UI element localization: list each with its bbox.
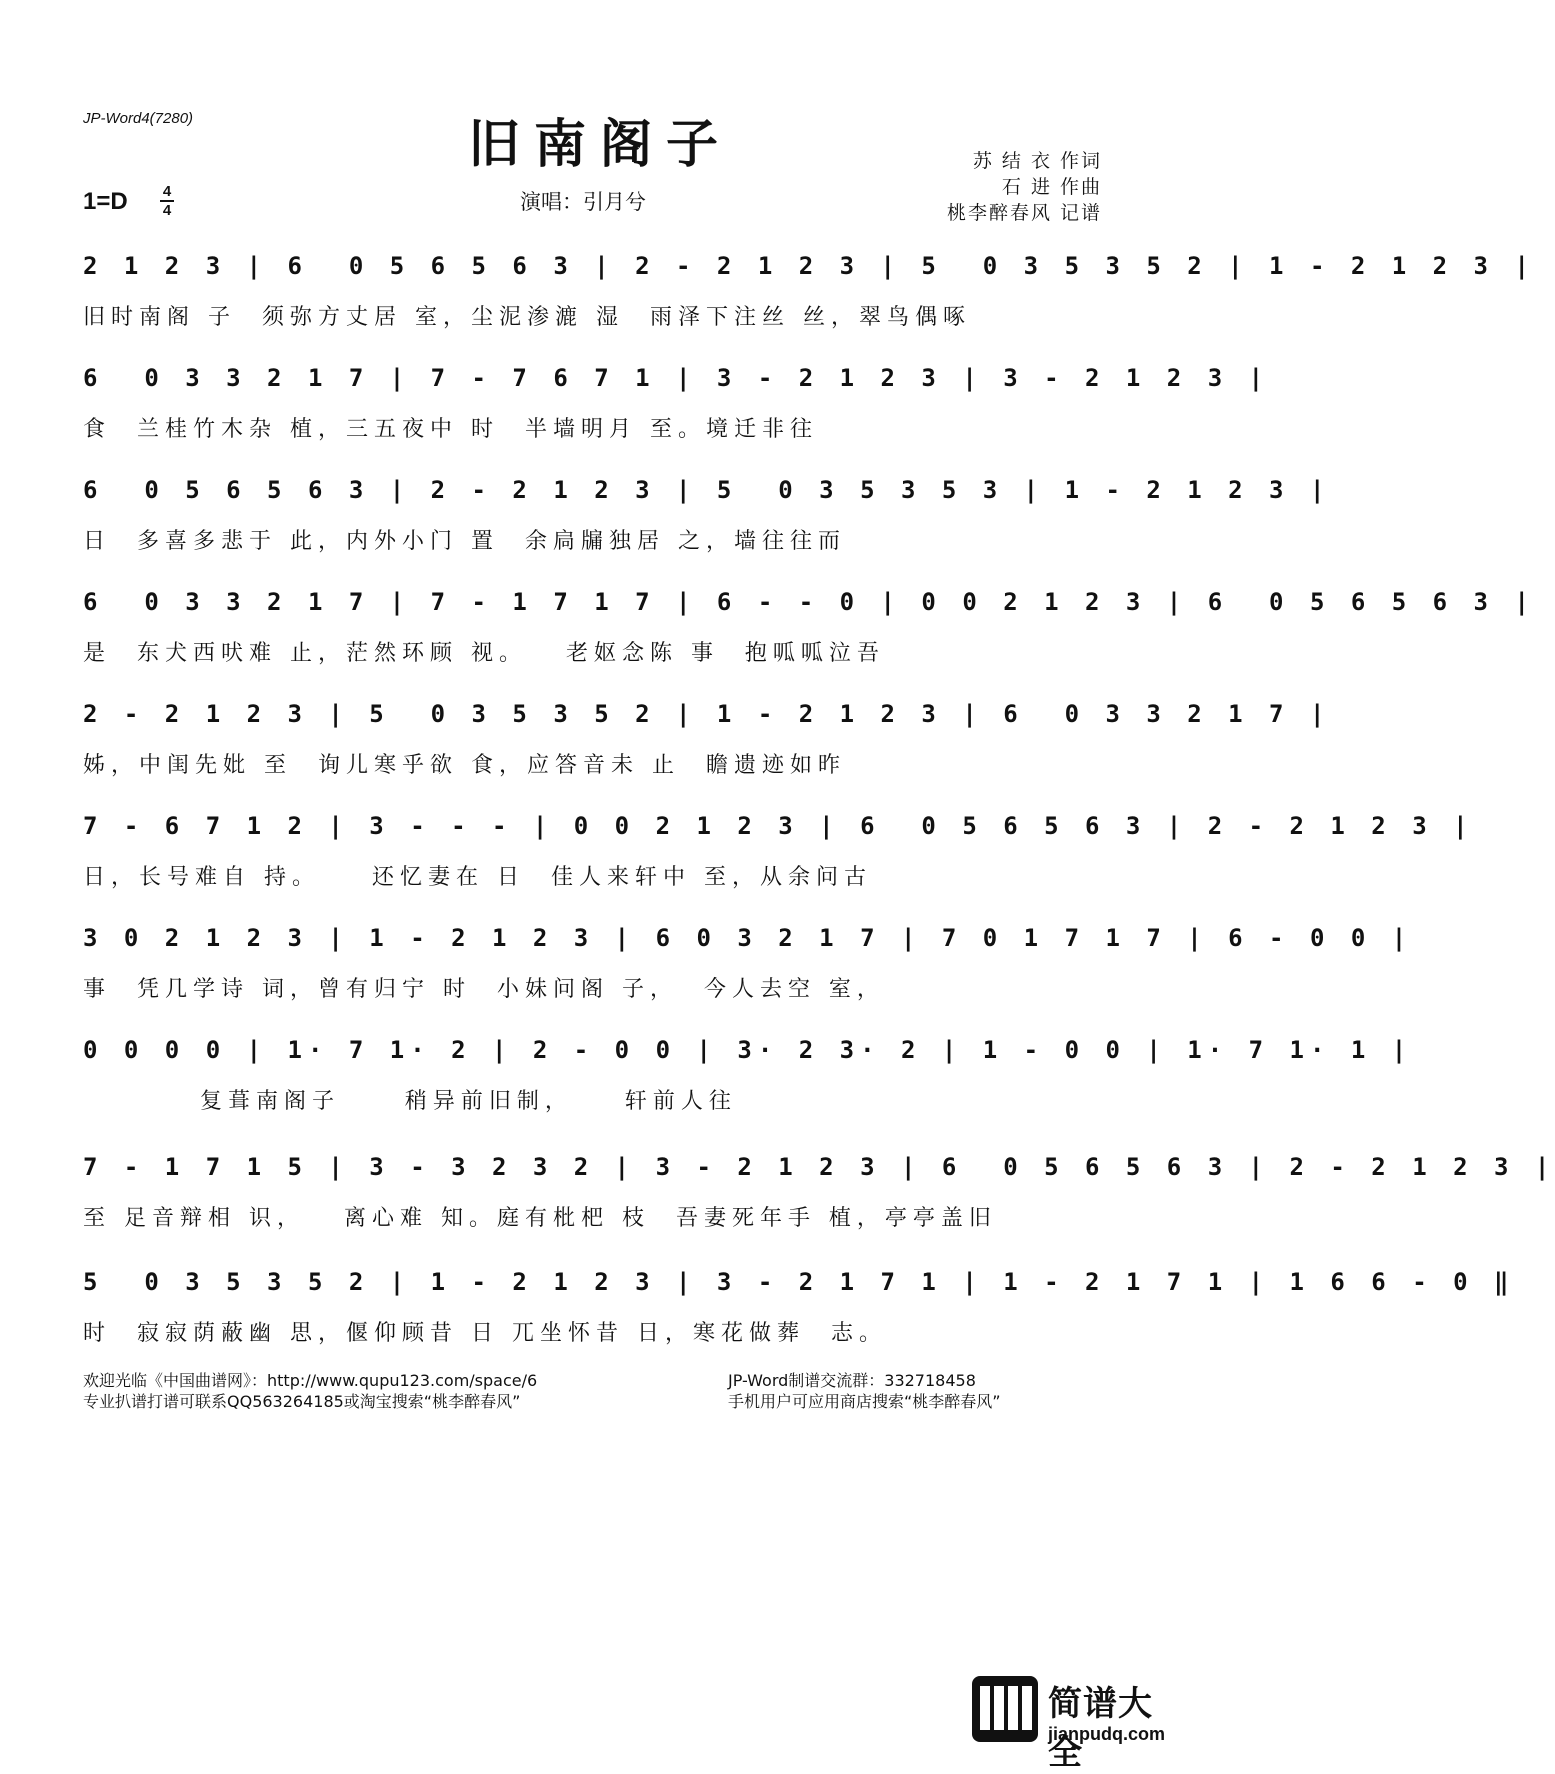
lyrics-line: 日，长号难自 持。 还忆妻在 日 佳人来轩中 至，从余问古 — [83, 865, 872, 890]
composer-credit: 石 进 作曲 — [1001, 176, 1102, 198]
lyrics-line: 食 兰桂竹木杂 植，三五夜中 时 半墙明月 至。境迁非往 — [83, 417, 818, 442]
song-title: 旧南阁子 — [467, 114, 732, 175]
footer-left — [83, 1370, 537, 1412]
notation-line: 2 - 2 1 2 3 | 5 0 3 5 3 5 2 | 1 - 2 1 2 3 | 6 0 3 3 2 1 7 | — [83, 700, 1331, 728]
logo-url: jianpudq.com — [1048, 1724, 1165, 1744]
transcriber-credit: 桃李醉春风 记谱 — [946, 202, 1102, 224]
footer-right — [728, 1370, 1001, 1412]
credits — [947, 148, 1102, 226]
notation-line: 2 1 2 3 | 6 0 5 6 5 6 3 | 2 - 2 1 2 3 | 5 0 3 5 3 5 2 | 1 - 2 1 2 3 | — [83, 252, 1535, 280]
time-signature-bottom: 4 — [162, 202, 172, 219]
footer-website[interactable]: 欢迎光临《中国曲谱网》：http://www.qupu123.com/space/6 — [83, 1371, 538, 1390]
time-signature-top: 4 — [162, 183, 172, 200]
lyrics-line: 旧时南阁 子 须弥方丈居 室，尘泥渗漉 湿 雨泽下注丝 丝，翠鸟偶啄 — [83, 305, 971, 330]
singer-credit: 演唱：引月兮 — [520, 190, 646, 214]
notation-line: 7 - 1 7 1 5 | 3 - 3 2 3 2 | 3 - 2 1 2 3 | 6 0 5 6 5 6 3 | 2 - 2 1 2 3 | — [83, 1153, 1555, 1181]
lyrics-line: 事 凭几学诗 词，曾有归宁 时 小妹问阁 子， 今人去空 室， — [83, 977, 885, 1002]
time-signature — [160, 183, 174, 219]
notation-line: 6 0 3 3 2 1 7 | 7 - 7 6 7 1 | 3 - 2 1 2 3 | 3 - 2 1 2 3 | — [83, 364, 1270, 392]
lyrics-line: 日 多喜多悲于 此，内外小门 置 余扃牖独居 之，墙往往而 — [83, 529, 846, 554]
lyrics-line: 姊，中闺先妣 至 询儿寒乎欲 食，应答音未 止 瞻遗迹如昨 — [83, 753, 846, 778]
lyrics-line: 至 足音辩相 识， 离心难 知。庭有枇杷 枝 吾妻死年手 植，亭亭盖旧 — [83, 1206, 997, 1231]
notation-line: 3 0 2 1 2 3 | 1 - 2 1 2 3 | 6 0 3 2 1 7 | 7 0 1 7 1 7 | 6 - 0 0 | — [83, 924, 1413, 952]
lyricist-credit: 苏 结 衣 作词 — [972, 150, 1102, 172]
lyrics-line: 时 寂寂荫蔽幽 思，偃仰顾昔 日 兀坐怀昔 日，寒花做葬 志。 — [83, 1321, 887, 1346]
lyrics-line: 复葺南阁子 稍异前旧制， 轩前人往 — [83, 1089, 737, 1114]
lyrics-line: 是 东犬西吠难 止，茫然环顾 视。 老妪念陈 事 抱呱呱泣吾 — [83, 641, 885, 666]
footer-group: JP-Word制谱交流群：332718458 — [728, 1371, 976, 1390]
footer-contact: 专业扒谱打谱可联系QQ563264185或淘宝搜索“桃李醉春风” — [83, 1392, 521, 1411]
notation-line: 6 0 3 3 2 1 7 | 7 - 1 7 1 7 | 6 - - 0 | 0 0 2 1 2 3 | 6 0 5 6 5 6 3 | — [83, 588, 1535, 616]
notation-line: 5 0 3 5 3 5 2 | 1 - 2 1 2 3 | 3 - 2 1 7 1 | 1 - 2 1 7 1 | 1 6 6 - 0 ‖ — [83, 1268, 1515, 1296]
logo-title: 简谱大全 — [1048, 1684, 1153, 1773]
piano-icon — [972, 1676, 1038, 1742]
footer-app: 手机用户可应用商店搜索“桃李醉春风” — [728, 1392, 1001, 1411]
notation-line: 7 - 6 7 1 2 | 3 - - - | 0 0 2 1 2 3 | 6 0 5 6 5 6 3 | 2 - 2 1 2 3 | — [83, 812, 1474, 840]
notation-line: 0 0 0 0 | 1· 7 1· 2 | 2 - 0 0 | 3· 2 3· 2 | 1 - 0 0 | 1· 7 1· 1 | — [83, 1036, 1413, 1064]
site-logo — [972, 1676, 1182, 1773]
notation-line: 6 0 5 6 5 6 3 | 2 - 2 1 2 3 | 5 0 3 5 3 5 3 | 1 - 2 1 2 3 | — [83, 476, 1331, 504]
software-version: JP-Word4(7280) — [83, 110, 194, 127]
key-signature: 1=D — [83, 188, 128, 215]
